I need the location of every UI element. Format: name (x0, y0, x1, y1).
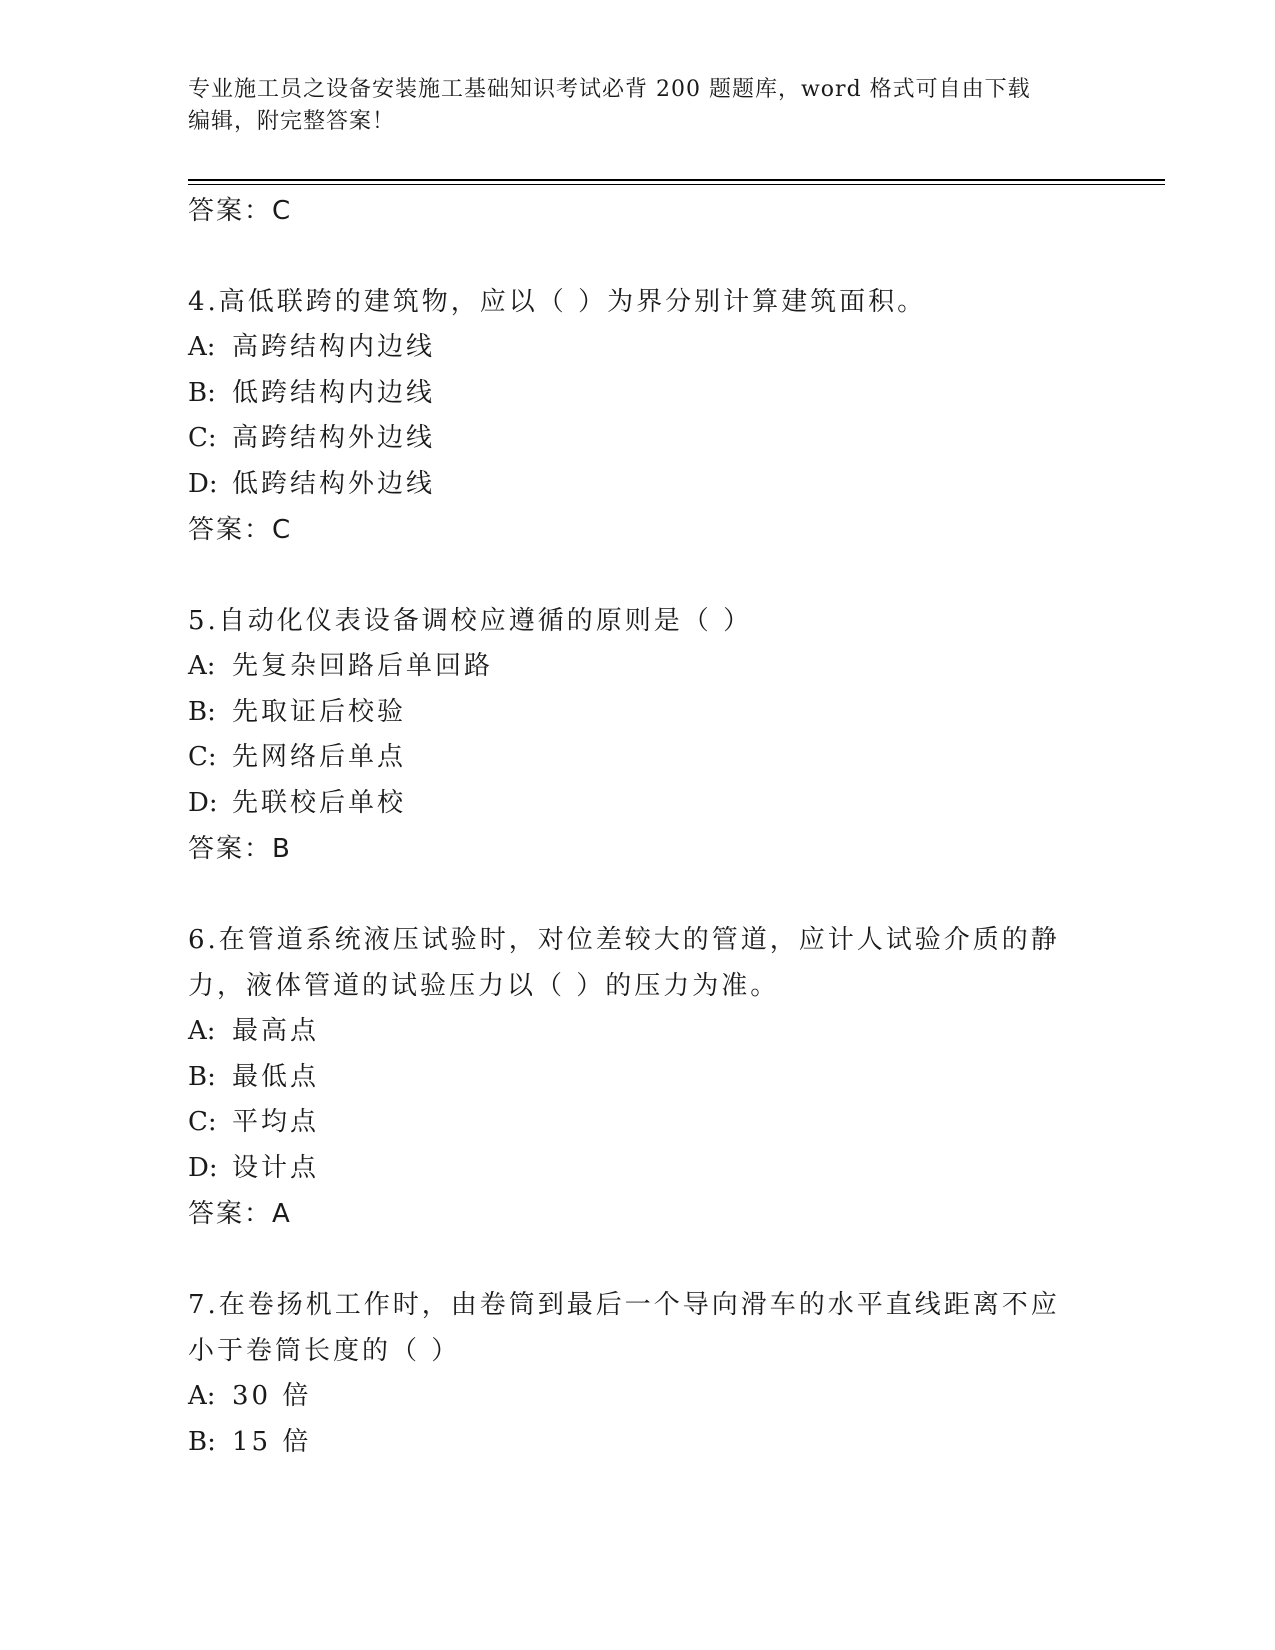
answer-label: 答案：C (188, 196, 293, 226)
question-block (188, 598, 1088, 872)
question-list (188, 188, 1088, 1465)
option-text: 15 倍 (232, 1426, 312, 1457)
question-gap (188, 553, 1088, 598)
question-option (188, 1146, 1088, 1192)
question-option (188, 1009, 1088, 1055)
question-block (188, 917, 1088, 1237)
option-letter: C: (188, 423, 217, 453)
option-letter: B: (188, 377, 216, 408)
option-text: 先联校后单校 (232, 787, 407, 818)
question-block (188, 279, 1088, 553)
question-option (188, 735, 1088, 781)
option-letter: B: (188, 1061, 216, 1092)
option-text: 平均点 (232, 1107, 320, 1137)
question-option (188, 690, 1088, 736)
question-option (188, 1055, 1088, 1101)
option-text: 先复杂回路后单回路 (232, 651, 494, 681)
option-letter: D: (188, 468, 218, 499)
option-text: 低跨结构内边线 (232, 377, 436, 408)
option-text: 先网络后单点 (232, 742, 407, 772)
question-block (188, 1282, 1088, 1465)
answer-label: 答案：C (188, 515, 293, 545)
option-letter: D: (188, 787, 218, 818)
question-option (188, 416, 1088, 462)
answer-label: 答案：A (188, 1199, 292, 1229)
document-header (188, 74, 1088, 138)
header-line-1: 专业施工员之设备安装施工基础知识考试必背 200 题题库，word 格式可自由下载 (188, 77, 1031, 102)
question-option (188, 781, 1088, 827)
question-option (188, 325, 1088, 371)
question-stem: 7.在卷扬机工作时，由卷筒到最后一个导向滑车的水平直线距离不应小于卷筒长度的（ ） (188, 1290, 1060, 1366)
question-gap (188, 872, 1088, 917)
question-gap (188, 1237, 1088, 1282)
option-letter: C: (188, 742, 217, 772)
option-letter: D: (188, 1152, 218, 1183)
question-stem: 4.高低联跨的建筑物，应以（ ）为界分别计算建筑面积。 (188, 287, 927, 317)
question-option (188, 371, 1088, 417)
option-letter: A: (188, 1381, 216, 1411)
option-letter: B: (188, 696, 216, 727)
option-text: 先取证后校验 (232, 696, 407, 727)
question-option (188, 1374, 1088, 1420)
question-option (188, 1100, 1088, 1146)
option-text: 最高点 (232, 1016, 320, 1046)
header-rule-thick (188, 179, 1165, 181)
header-rule-thin (188, 184, 1165, 185)
option-text: 30 倍 (232, 1381, 312, 1411)
header-line-2: 编辑，附完整答案！ (188, 109, 396, 134)
option-letter: A: (188, 651, 216, 681)
option-text: 高跨结构内边线 (232, 332, 436, 362)
question-option (188, 644, 1088, 690)
question-stem: 6.在管道系统液压试验时，对位差较大的管道，应计人试验介质的静力，液体管道的试验压力以（ ）的压力为准。 (188, 925, 1060, 1001)
option-letter: A: (188, 332, 216, 362)
question-option (188, 462, 1088, 508)
option-letter: A: (188, 1016, 216, 1046)
question-stem: 5.自动化仪表设备调校应遵循的原则是（ ） (188, 606, 753, 636)
option-letter: B: (188, 1426, 216, 1457)
option-text: 高跨结构外边线 (232, 423, 436, 453)
option-letter: C: (188, 1107, 217, 1137)
option-text: 低跨结构外边线 (232, 468, 436, 499)
answer-label: 答案：B (188, 834, 292, 864)
question-gap (188, 234, 1088, 279)
option-text: 最低点 (232, 1061, 320, 1092)
option-text: 设计点 (232, 1152, 320, 1183)
question-option (188, 1420, 1088, 1466)
